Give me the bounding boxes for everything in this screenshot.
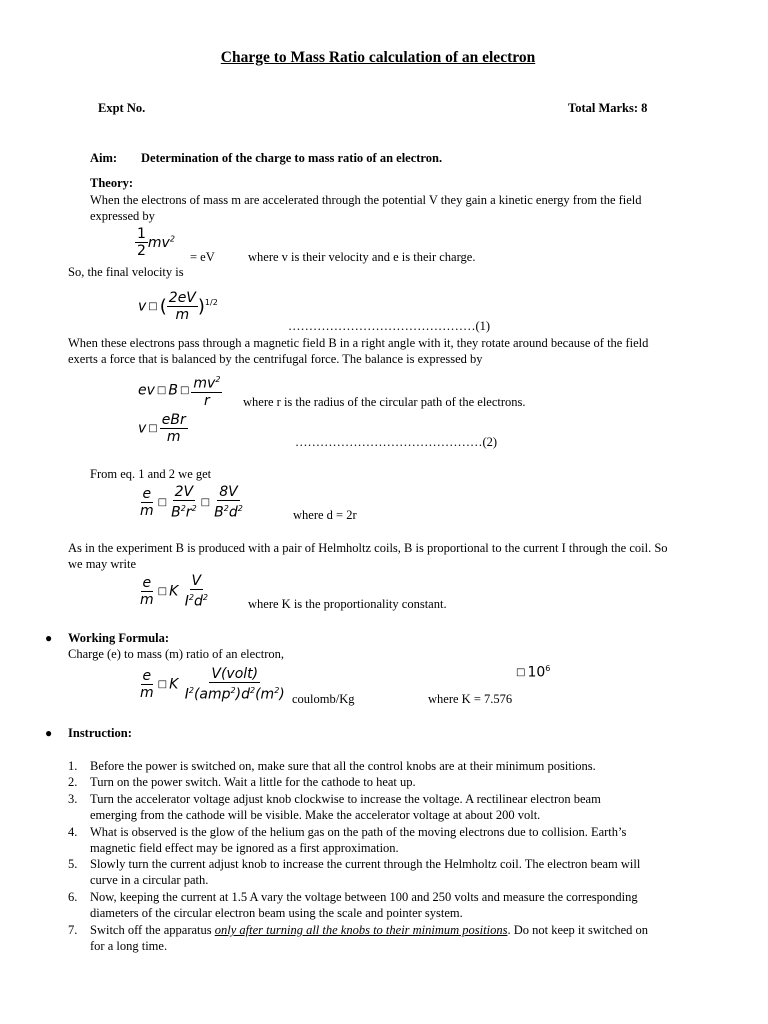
working-formula-text: Charge (e) to mass (m) ratio of an electron,: [68, 647, 285, 661]
list-item-number: 6.: [68, 890, 78, 904]
theory-heading: Theory:: [90, 176, 134, 190]
kinetic-energy-equation: $\frac{1}{2}$ $mv^2$: [137, 226, 175, 259]
power-of-ten: □ $10^6$: [516, 664, 551, 681]
theory-paragraph-4: From eq. 1 and 2 we get: [90, 467, 212, 481]
theory-paragraph-3: When these electrons pass through a magnetic field B in a right angle with it, they rotate around because of the field exerts a force that is balanced by the centrifugal force. The balance is expressed by: [68, 336, 649, 366]
diameter-note: where d = 2r: [293, 508, 357, 522]
working-formula-heading: Working Formula:: [68, 631, 170, 645]
equation-2-label: ………………………………………(2): [295, 435, 498, 449]
list-item-text-pre: Switch off the apparatus: [90, 923, 215, 937]
k-value: where K = 7.576: [428, 692, 513, 706]
list-item-number: 3.: [68, 792, 78, 806]
power-base: 10: [527, 664, 546, 681]
velocity-equation: v □ ( $\frac{2eV}{m}$ )$^{1/2}$: [138, 290, 218, 323]
theory-paragraph-5: As in the experiment B is produced with a pair of Helmholtz coils, B is proportional to the current I through the coil. So we may write: [68, 541, 668, 571]
force-balance-note: where r is the radius of the circular path of the electrons.: [243, 395, 526, 409]
list-item-text: Slowly turn the current adjust knob to increase the current through the Helmholtz coil. The electron beam will curve in a circular path.: [90, 857, 641, 887]
total-marks-label: Total Marks: 8: [568, 101, 648, 115]
force-balance-equation: ev □ B □ $\frac{mv^2}{r}$: [138, 372, 222, 409]
bullet-icon: ●: [45, 726, 53, 740]
list-item-text: [90, 922, 650, 954]
list-item-number: 7.: [68, 923, 78, 937]
list-item-text: Now, keeping the current at 1.5 A vary the voltage between 100 and 250 volts and measure the corresponding diameters of the circular electron beam using the scale and pointer system.: [90, 890, 638, 920]
bullet-icon: ●: [45, 631, 53, 645]
list-item-text: Turn the accelerator voltage adjust knob clockwise to increase the voltage. A rectilinear electron beam emerging from the cathode will be visible. Make the accelerator voltage at about 200 volt.: [90, 792, 601, 822]
aim-label: Aim:: [90, 151, 118, 165]
unit-label: coulomb/Kg: [292, 692, 355, 706]
working-formula-equation: $\frac{e}{m}$ □ K $\frac{\text{V(volt)}}{I^2(amp^2)d^2(m^2)}$: [140, 666, 285, 703]
list-item-text-post: . Do not keep it switched on for a long time.: [90, 923, 649, 953]
aim-text: Determination of the charge to mass ratio of an electron.: [141, 151, 443, 165]
charge-mass-equation: $\frac{e}{m}$ □ $\frac{2V}{B^2r^2}$ □ $\frac{8V}{B^2d^2}$: [140, 484, 243, 521]
instruction-heading: Instruction:: [68, 726, 132, 740]
theory-paragraph-2: So, the final velocity is: [68, 265, 184, 279]
equation-1-label: ………………………………………(1): [288, 319, 491, 333]
proportionality-equation: $\frac{e}{m}$ □ K $\frac{V}{I^2d^2}$: [140, 573, 208, 610]
kinetic-energy-note: where v is their velocity and e is their charge.: [248, 250, 476, 264]
list-item-number: 1.: [68, 759, 78, 773]
list-item-number: 4.: [68, 825, 78, 839]
expt-no-label: Expt No.: [98, 101, 146, 115]
kinetic-energy-rhs: = eV: [190, 250, 215, 264]
list-item-text: Before the power is switched on, make sure that all the control knobs are at their minimum positions.: [90, 759, 596, 773]
list-item-number: 2.: [68, 775, 78, 789]
proportionality-note: where K is the proportionality constant.: [248, 597, 447, 611]
velocity-magnetic-equation: v □ $\frac{\text{eBr}}{m}$: [138, 412, 186, 445]
list-item-text: What is observed is the glow of the helium gas on the path of the moving electrons due to collision. Earth’s magnetic field effect may be ignored as a first approximation.: [90, 825, 627, 855]
list-item-text: Turn on the power switch. Wait a little for the cathode to heat up.: [90, 775, 416, 789]
list-item-emphasis: only after turning all the knobs to their minimum positions: [214, 923, 508, 937]
list-item-number: 5.: [68, 857, 78, 871]
theory-paragraph-1: When the electrons of mass m are accelerated through the potential V they gain a kinetic energy from the field expressed by: [90, 193, 642, 223]
page-title: Charge to Mass Ratio calculation of an electron: [220, 49, 536, 66]
